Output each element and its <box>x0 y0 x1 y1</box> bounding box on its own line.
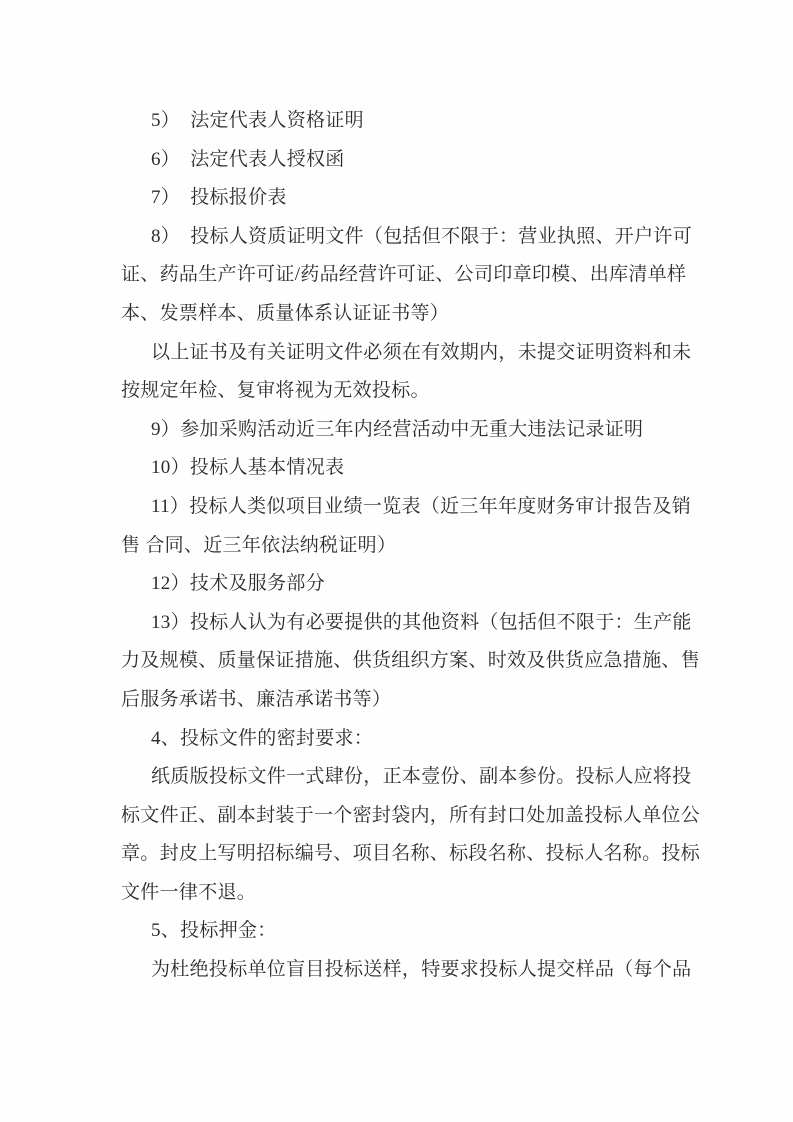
text-line-16: 后服务承诺书、廉洁承诺书等） <box>121 688 392 710</box>
text-line-14: 13）投标人认为有必要提供的其他资料（包括但不限于：生产能 <box>151 611 692 633</box>
text-line-22: 5、投标押金： <box>151 920 277 942</box>
text-line-17: 4、投标文件的密封要求： <box>151 727 374 749</box>
text-line-6: 本、发票样本、质量体系认证证书等） <box>121 302 450 324</box>
text-line-5: 证、药品生产许可证/药品经营许可证、公司印章印模、出库清单样 <box>121 264 687 286</box>
text-line-4: 8） 投标人资质证明文件（包括但不限于：营业执照、开户许可 <box>151 225 693 247</box>
text-line-11: 11）投标人类似项目业绩一览表（近三年年度财务审计报告及销 <box>151 495 691 517</box>
text-line-8: 按规定年检、复审将视为无效投标。 <box>121 380 430 402</box>
text-line-10: 10）投标人基本情况表 <box>151 457 345 479</box>
text-line-3: 7） 投标报价表 <box>151 187 287 209</box>
text-line-7: 以上证书及有关证明文件必须在有效期内，未提交证明资料和未 <box>151 341 692 363</box>
text-line-19: 标文件正、副本封装于一个密封袋内，所有封口处加盖投标人单位公 <box>121 804 701 826</box>
text-line-18: 纸质版投标文件一式肆份，正本壹份、副本参份。投标人应将投 <box>151 766 692 788</box>
text-line-20: 章。封皮上写明招标编号、项目名称、标段名称、投标人名称。投标 <box>121 843 701 865</box>
text-line-13: 12）技术及服务部分 <box>151 573 326 595</box>
text-line-12: 售 合同、近三年依法纳税证明） <box>121 534 397 556</box>
text-line-15: 力及规模、质量保证措施、供货组织方案、时效及供货应急措施、售 <box>121 650 701 672</box>
text-line-23: 为杜绝投标单位盲目投标送样，特要求投标人提交样品（每个品 <box>151 959 692 981</box>
document-text-block <box>121 102 701 990</box>
text-line-1: 5） 法定代表人资格证明 <box>151 110 364 131</box>
text-line-21: 文件一律不退。 <box>121 881 257 903</box>
text-line-2: 6） 法定代表人授权函 <box>151 148 345 170</box>
text-line-9: 9）参加采购活动近三年内经营活动中无重大违法记录证明 <box>151 418 644 440</box>
